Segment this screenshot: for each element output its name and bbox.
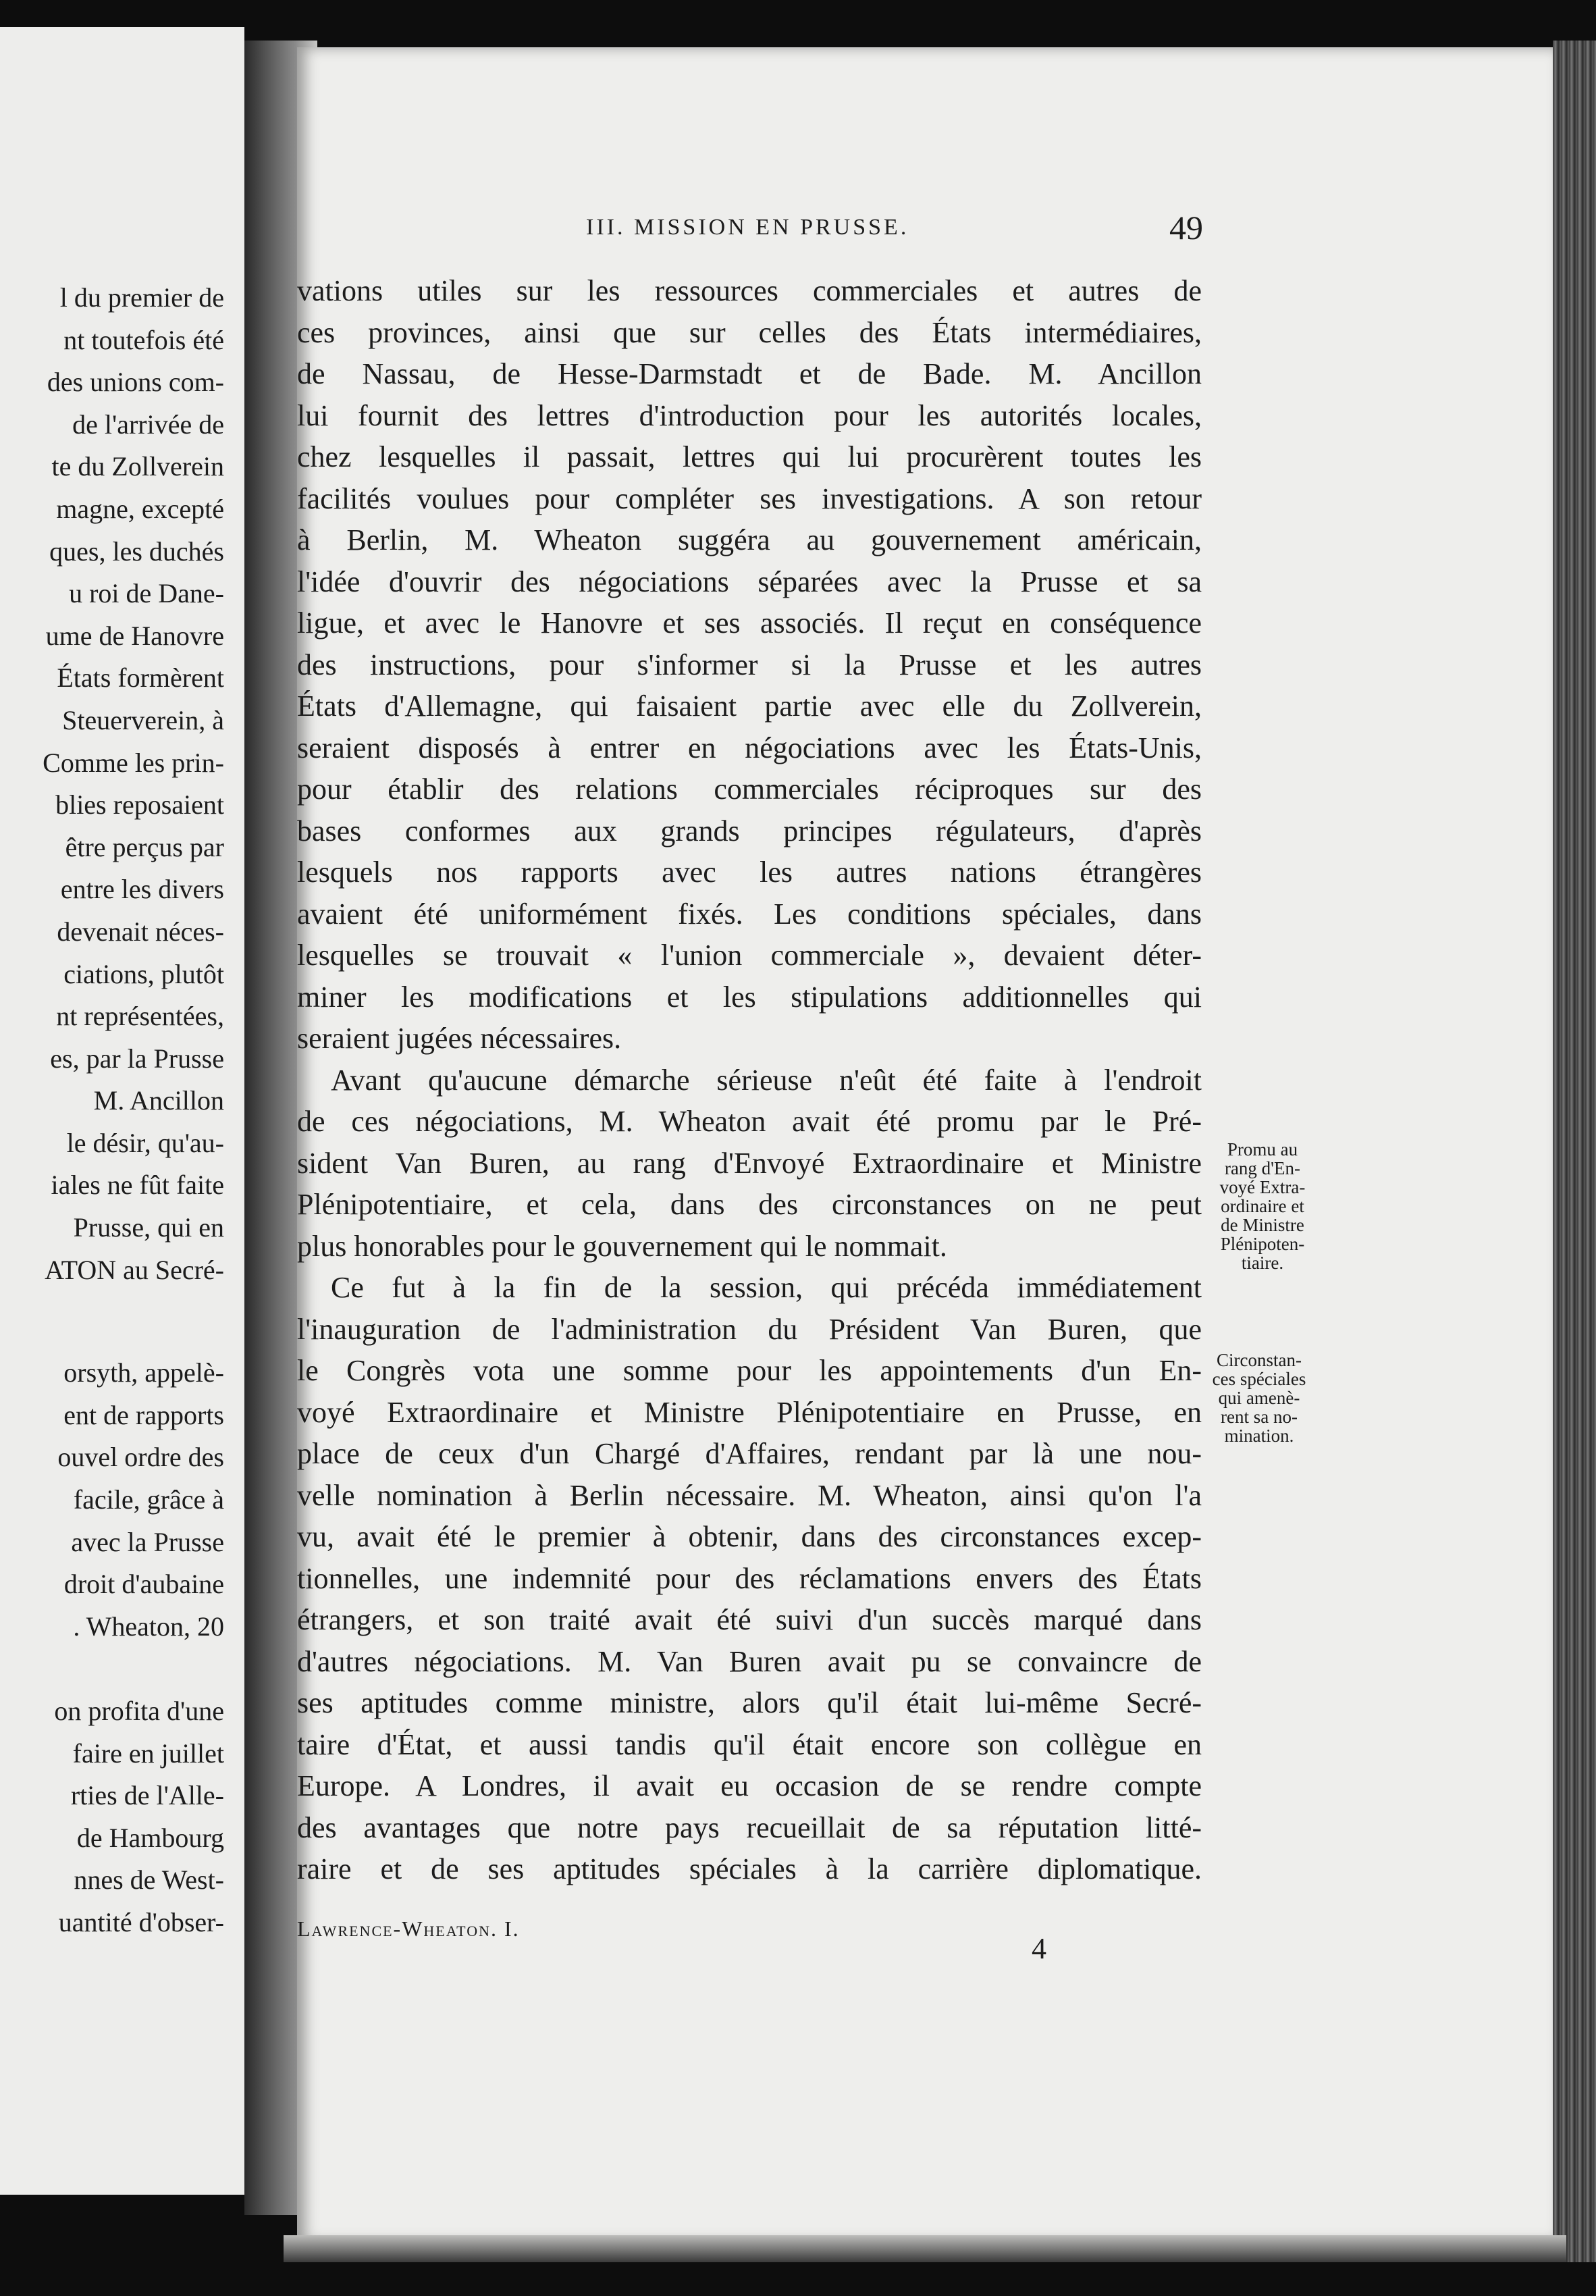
- margin-note-promotion: [1195, 1140, 1330, 1272]
- bottom-page-edge: [284, 2235, 1566, 2262]
- text-line: miner les modifications et les stipulations additionnelles qui: [297, 980, 1202, 1014]
- text-line: lesquels nos rapports avec les autres nations étrangères: [297, 856, 1202, 889]
- left-line: es, par la Prusse: [50, 1043, 224, 1074]
- left-line: être perçus par: [65, 831, 224, 862]
- left-line: États formèrent: [57, 662, 224, 694]
- left-line: le désir, qu'au-: [66, 1127, 224, 1158]
- left-line: faire en juillet: [72, 1738, 224, 1769]
- margin-note-circumstances: [1192, 1351, 1327, 1445]
- left-line: blies reposaient: [55, 789, 224, 820]
- text-line: l'inauguration de l'administration du Président Van Buren, que: [297, 1312, 1202, 1346]
- page-number: 49: [1169, 209, 1203, 246]
- left-line: Comme les prin-: [43, 747, 224, 778]
- left-line: on profita d'une: [54, 1696, 224, 1726]
- text-line: lui fournit des lettres d'introduction pour les autorités locales,: [297, 398, 1202, 432]
- margin-note-line: mination.: [1224, 1426, 1294, 1446]
- left-line: ume de Hanovre: [45, 620, 224, 651]
- text-line: plus honorables pour le gouvernement qui le nommait.: [297, 1229, 947, 1263]
- left-page: [0, 27, 244, 2195]
- text-line: Plénipotentiaire, et cela, dans des circonstances on ne peut: [297, 1188, 1202, 1221]
- left-line: nnes de West-: [74, 1864, 224, 1896]
- margin-note-line: qui amenè-: [1218, 1388, 1300, 1408]
- text-line: ligue, et avec le Hanovre et ses associés. Il reçut en conséquence: [297, 606, 1202, 640]
- text-line: le Congrès vota une somme pour les appointements d'un En-: [297, 1354, 1202, 1387]
- left-line: orsyth, appelè-: [63, 1357, 224, 1388]
- text-line: Europe. A Londres, il avait eu occasion de se rendre compte: [297, 1769, 1202, 1802]
- text-line: sident Van Buren, au rang d'Envoyé Extraordinaire et Ministre: [297, 1146, 1202, 1180]
- margin-note-line: rent sa no-: [1221, 1407, 1298, 1427]
- text-line: des instructions, pour s'informer si la Prusse et les autres: [297, 648, 1202, 681]
- text-line: États d'Allemagne, qui faisaient partie avec elle du Zollverein,: [297, 689, 1202, 723]
- text-line: voyé Extraordinaire et Ministre Plénipotentiaire en Prusse, en: [297, 1395, 1202, 1429]
- left-line: nt toutefois été: [63, 324, 224, 355]
- text-line: seraient disposés à entrer en négociations avec les États-Unis,: [297, 731, 1202, 764]
- left-line: ques, les duchés: [49, 536, 224, 567]
- left-line: magne, excepté: [56, 493, 224, 524]
- margin-note-line: Plénipoten-: [1220, 1234, 1305, 1254]
- left-page-text: [0, 277, 224, 1944]
- left-line: . Wheaton, 20: [73, 1611, 224, 1642]
- running-head: III. MISSION EN PRUSSE.: [586, 215, 909, 240]
- margin-note-line: voyé Extra-: [1219, 1177, 1306, 1197]
- text-line: Avant qu'aucune démarche sérieuse n'eût été faite à l'endroit: [331, 1063, 1202, 1097]
- page-edge: [1553, 41, 1596, 2262]
- text-line: taire d'État, et aussi tandis qu'il était encore son collègue en: [297, 1727, 1202, 1761]
- left-line: te du Zollverein: [51, 451, 224, 482]
- left-paragraph-gap: [0, 1291, 224, 1352]
- left-line: iales ne fût faite: [51, 1170, 224, 1201]
- text-line: tionnelles, une indemnité pour des réclamations envers des États: [297, 1561, 1202, 1595]
- text-line: chez lesquelles il passait, lettres qui lui procurèrent toutes les: [297, 440, 1202, 473]
- left-line: ent de rapports: [63, 1399, 224, 1430]
- footer-sheet-number: 4: [1032, 1932, 1046, 1965]
- left-line: ATON au Secré-: [45, 1254, 224, 1285]
- text-line: pour établir des relations commerciales réciproques sur des: [297, 773, 1202, 806]
- margin-note-line: ces spéciales: [1212, 1369, 1306, 1389]
- left-line: Prusse, qui en: [73, 1212, 224, 1243]
- left-line: entre les divers: [60, 874, 224, 905]
- left-line: uantité d'obser-: [58, 1906, 224, 1937]
- text-line: facilités voulues pour compléter ses investigations. A son retour: [297, 481, 1202, 515]
- left-line: rties de l'Alle-: [70, 1780, 224, 1811]
- margin-note-line: Promu au: [1227, 1139, 1298, 1159]
- text-line: de ces négociations, M. Wheaton avait été promu par le Pré-: [297, 1105, 1202, 1138]
- footer-signature: Lawrence-Wheaton. I.: [297, 1916, 520, 1941]
- left-line: devenait néces-: [57, 916, 224, 947]
- left-line: u roi de Dane-: [69, 578, 224, 609]
- text-line: des avantages que notre pays recueillait de sa réputation litté-: [297, 1810, 1202, 1844]
- left-line: [0, 1648, 224, 1690]
- text-line: de Nassau, de Hesse-Darmstadt et de Bade. M. Ancillon: [297, 357, 1202, 390]
- text-line: lesquelles se trouvait « l'union commerciale », devaient déter-: [297, 939, 1202, 972]
- main-text-block: [297, 270, 1202, 1890]
- text-line: ces provinces, ainsi que sur celles des États intermédiaires,: [297, 315, 1202, 349]
- text-line: raire et de ses aptitudes spéciales à la carrière diplomatique.: [297, 1852, 1202, 1885]
- left-line: ciations, plutôt: [63, 958, 224, 989]
- text-line: ses aptitudes comme ministre, alors qu'il était lui-même Secré-: [297, 1686, 1202, 1719]
- margin-note-line: Circonstan-: [1217, 1350, 1302, 1370]
- left-line: des unions com-: [47, 367, 224, 398]
- text-line: vu, avait été le premier à obtenir, dans des circonstances excep-: [297, 1520, 1202, 1553]
- text-line: bases conformes aux grands principes régulateurs, d'après: [297, 814, 1202, 847]
- left-line: avec la Prusse: [71, 1526, 224, 1557]
- text-line: vations utiles sur les ressources commerciales et autres de: [297, 274, 1202, 307]
- text-line: place de ceux d'un Chargé d'Affaires, rendant par là une nou-: [297, 1437, 1202, 1470]
- left-line: M. Ancillon: [93, 1085, 224, 1116]
- text-line: avaient été uniformément fixés. Les conditions spéciales, dans: [297, 897, 1202, 931]
- left-line: de l'arrivée de: [72, 409, 224, 440]
- left-line: l du premier de: [59, 282, 224, 313]
- margin-note-line: rang d'En-: [1224, 1158, 1301, 1178]
- margin-note-line: tiaire.: [1241, 1253, 1284, 1273]
- margin-note-line: ordinaire et: [1221, 1196, 1304, 1216]
- margin-note-line: de Ministre: [1221, 1215, 1304, 1235]
- text-line: Ce fut à la fin de la session, qui précéda immédiatement: [331, 1271, 1202, 1304]
- left-line: facile, grâce à: [73, 1484, 224, 1515]
- left-line: de Hambourg: [76, 1822, 224, 1853]
- left-line: droit d'aubaine: [63, 1569, 224, 1600]
- text-line: l'idée d'ouvrir des négociations séparées avec la Prusse et sa: [297, 565, 1202, 598]
- text-line: seraient jugées nécessaires.: [297, 1022, 622, 1055]
- text-line: à Berlin, M. Wheaton suggéra au gouvernement américain,: [297, 523, 1202, 556]
- left-line: ouvel ordre des: [57, 1442, 224, 1473]
- text-line: d'autres négociations. M. Van Buren avait pu se convaincre de: [297, 1644, 1202, 1678]
- text-line: étrangers, et son traité avait été suivi d'un succès marqué dans: [297, 1603, 1202, 1636]
- text-line: velle nomination à Berlin nécessaire. M. Wheaton, ainsi qu'on l'a: [297, 1478, 1202, 1512]
- left-line: Steuerverein, à: [62, 704, 224, 735]
- left-line: nt représentées,: [56, 1001, 224, 1032]
